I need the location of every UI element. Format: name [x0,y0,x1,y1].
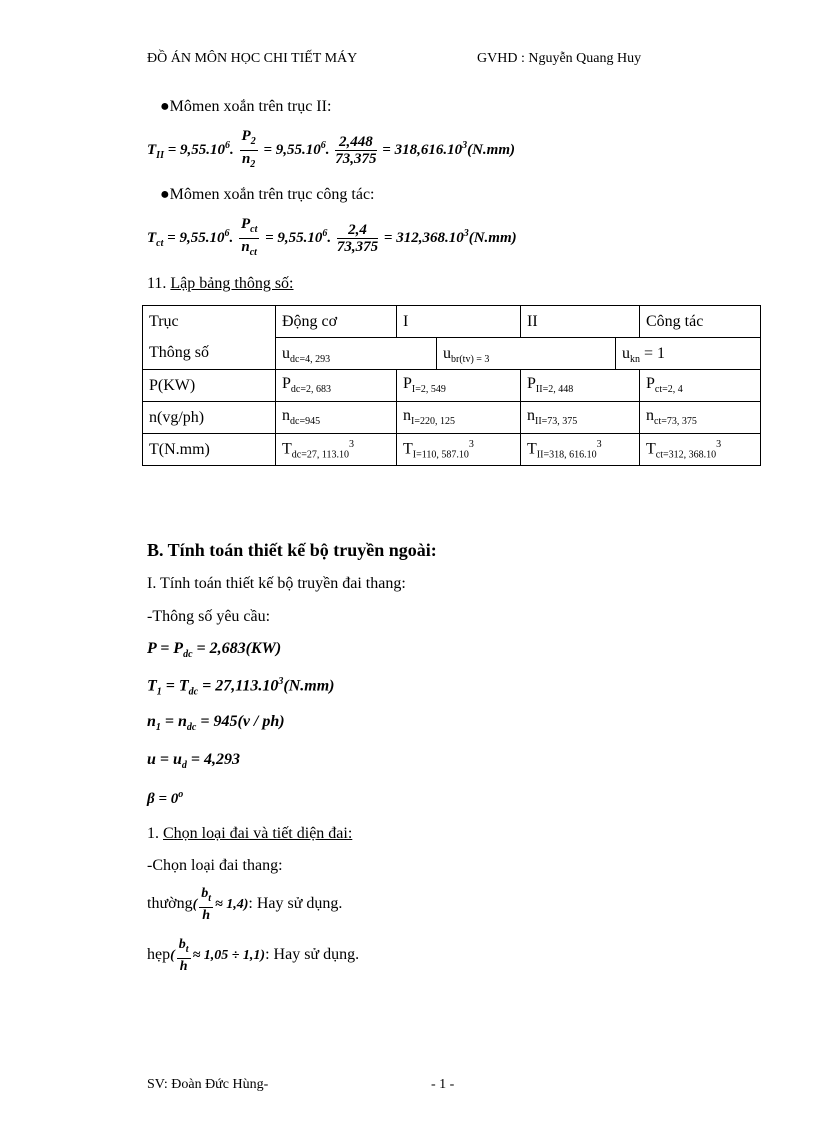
bullet-dot-icon: ● [160,98,170,115]
normal-belt-line: thường( $\frac{b_t}{h}$ ≈ 1,4): Hay sử dụng. [147,886,343,923]
fraction: $\frac{b_t}{h}$ [201,886,212,923]
table-row [143,370,761,402]
table-cell: Động cơ [276,306,397,338]
table-cell: n(vg/ph) [143,402,276,434]
equation-torque-ii: $T_{II} = 9,55.10^6$. $\frac{P_2}{n_2}$ = $9,55.10^6$. $\frac{2,448}{73,375}$ = $318,616.10^3(N.mm)$ [147,128,515,173]
table-cell: $n_{I=220, 125}$ [397,402,521,434]
ratio-cell: $u_{dc=4, 293}$ $u_{br(tv) = 3}$ $u_{kn} = 1$ [276,338,761,370]
param-beta: $\beta = 0^o$ [147,789,184,807]
section-b-heading: B. Tính toán thiết kế bộ truyền ngoài: [147,540,437,560]
footer-left: SV: Đoàn Đức Hùng- [147,1077,269,1092]
bullet-text: Mômen xoắn trên trục công tác: [169,186,375,203]
table-cell: $T_{II=318, 616.10}^3$ [521,434,640,466]
table-cell: $n_{II=73, 375}$ [521,402,640,434]
table-cell: $T_{I=110, 587.10}^3$ [397,434,521,466]
param-power: $P = P_{dc} = 2,683(KW)$ [147,640,282,661]
fraction: $\frac{b_t}{h}$ [178,937,189,974]
table-cell: $P_{dc=2, 683}$ [276,370,397,402]
bullet-torque-ii [160,98,331,116]
section-i-heading: I. Tính toán thiết kế bộ truyền đai thang: [147,575,406,592]
table-row [143,338,761,370]
param-speed: $n_1 = n_{dc} = 945(v / ph)$ [147,713,285,734]
table-cell: Công tác [640,306,761,338]
param-torque: $T_1 = T_{dc} = 27,113.10^3(N.mm)$ [147,676,335,698]
param-ratio: $u = u_d = 4,293$ [147,751,241,772]
bullet-torque-ct [160,186,375,204]
table-cell: $n_{dc=945}$ [276,402,397,434]
table-cell: $P_{II=2, 448}$ [521,370,640,402]
fraction: $\frac{P_2}{n_2}$ [241,128,256,170]
table-cell: $T_{ct=312, 368.10}^3$ [640,434,761,466]
fraction: $\frac{2,448}{73,375}$ [335,134,377,167]
page-number: - 1 - [431,1077,455,1092]
section-1-heading: 1. Chọn loại đai và tiết diện đai: [147,825,353,842]
fraction: $\frac{P_{ct}}{n_{ct}}$ [240,216,258,258]
table-row [143,434,761,466]
section-11-heading: 11. Lập bảng thông số: [147,275,294,292]
table-cell: I [397,306,521,338]
fraction: $\frac{2,4}{73,375}$ [336,222,379,255]
table-cell: II [521,306,640,338]
table-row [143,402,761,434]
header-left: ĐỒ ÁN MÔN HỌC CHI TIẾT MÁY [147,51,358,66]
table-cell: $n_{ct=73, 375}$ [640,402,761,434]
params-label: -Thông số yêu cầu: [147,608,271,625]
bullet-dot-icon: ● [160,186,170,203]
narrow-belt-line: hẹp( $\frac{b_t}{h}$ ≈ 1,05 ÷ 1,1): Hay sử dụng. [147,937,360,974]
table-cell: T(N.mm) [143,434,276,466]
table-row [143,306,761,338]
table-cell: $P_{ct=2, 4}$ [640,370,761,402]
parameter-table [142,305,761,466]
choose-label: -Chọn loại đai thang: [147,857,283,874]
table-cell: Thông số [143,338,276,370]
table-cell: $T_{dc=27, 113.10}^3$ [276,434,397,466]
table-cell: Trục [143,306,276,338]
bullet-text: Mômen xoắn trên trục II: [169,98,332,115]
equation-torque-ct: $T_{ct} = 9,55.10^6$. $\frac{P_{ct}}{n_{ct}}$ = $9,55.10^6$. $\frac{2,4}{73,375}$ = $312,368.10^3(N.mm)$ [147,216,517,261]
table-cell: $P_{I=2, 549}$ [397,370,521,402]
table-cell: P(KW) [143,370,276,402]
header-right: GVHD : Nguyễn Quang Huy [477,51,642,66]
